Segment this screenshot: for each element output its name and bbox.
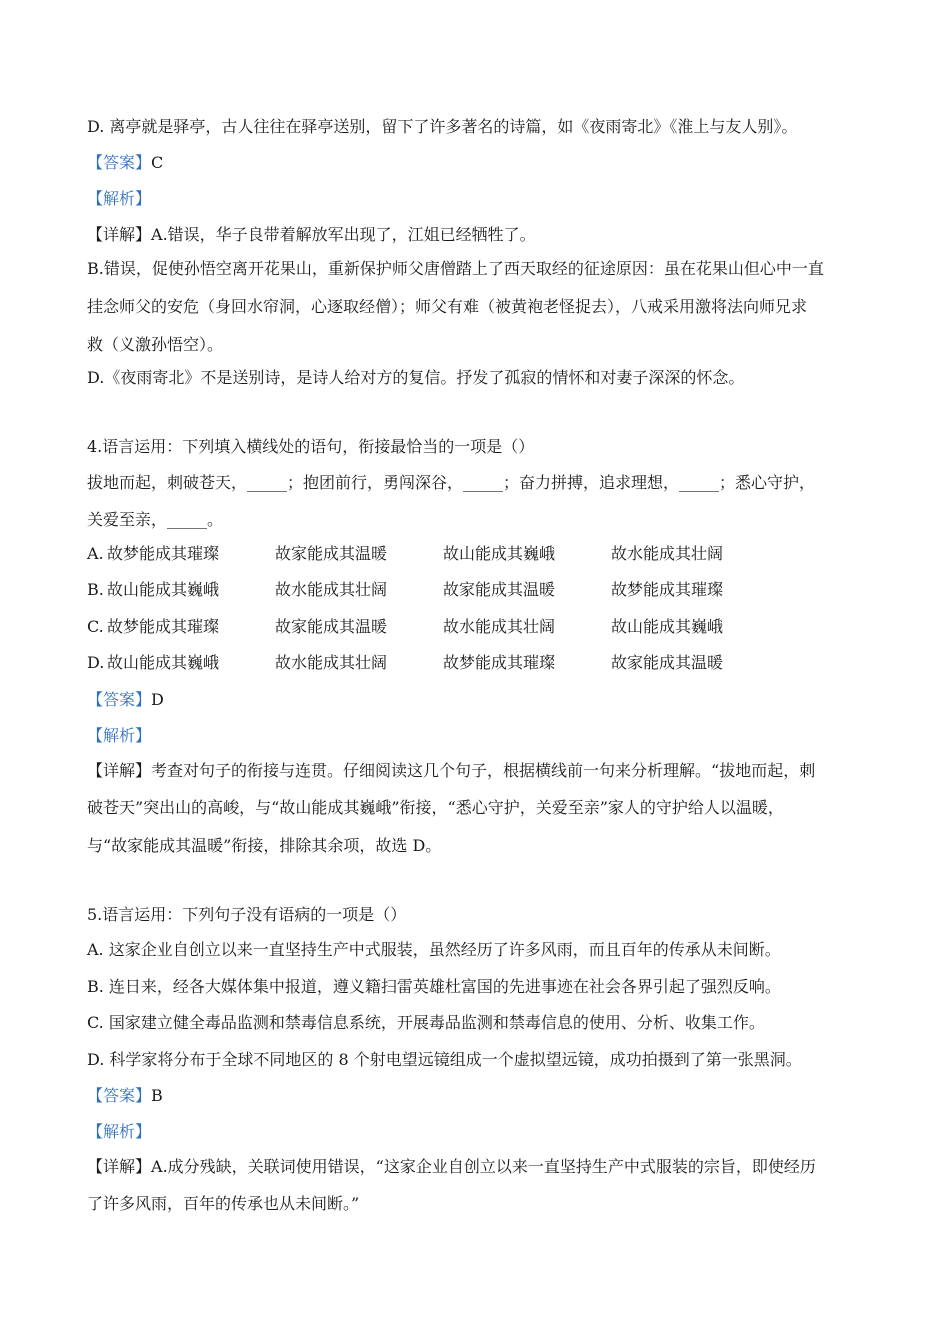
- q4-answer: [87, 689, 164, 711]
- q3-analysis-tag: 【解析】: [87, 189, 152, 208]
- answer-value: B: [151, 1086, 163, 1105]
- answer-tag: 【答案】: [87, 690, 152, 709]
- option-item: 故家能成其温暖: [443, 580, 556, 599]
- option-item: 故家能成其温暖: [611, 653, 724, 672]
- detail-text: 考查对句子的衔接与连贯。仔细阅读这几个句子，根据横线前一句来分析理解。“拔地而起，刺: [151, 761, 816, 780]
- option-item: 故水能成其壮阔: [275, 580, 388, 599]
- detail-tag: 【详解】: [87, 1157, 152, 1176]
- q3-detail-d: D.《夜雨寄北》不是送别诗，是诗人给对方的复信。抒发了孤寂的情怀和对妻子深深的怀念。: [87, 368, 745, 387]
- q5-answer: [87, 1085, 163, 1107]
- q4-title: 4.语言运用：下列填入横线处的语句，衔接最恰当的一项是（）: [87, 437, 535, 456]
- q4-detail-line3: 与“故家能成其温暖”衔接，排除其余项，故选 D。: [87, 836, 442, 855]
- option-item: 故家能成其温暖: [275, 544, 388, 563]
- q5-option-d: D. 科学家将分布于全球不同地区的 8 个射电望远镜组成一个虚拟望远镜，成功拍摄到了第一张黑洞。: [87, 1050, 802, 1069]
- option-label: B.: [87, 580, 104, 599]
- q5-option-a: A. 这家企业自创立以来一直坚持生产中式服装，虽然经历了许多风雨，而且百年的传承从未间断。: [87, 940, 781, 959]
- q4-text-line2: 关爱至亲，_____。: [87, 510, 224, 529]
- option-item: 故家能成其温暖: [275, 617, 388, 636]
- option-item: 故水能成其壮阔: [611, 544, 724, 563]
- q3-detail-b1: B.错误，促使孙悟空离开花果山，重新保护师父唐僧踏上了西天取经的征途原因：虽在花果山但心中一直: [87, 259, 824, 278]
- option-item: 故梦能成其璀璨: [611, 580, 724, 599]
- detail-tag: 【详解】: [87, 225, 152, 244]
- q5-option-b: B. 连日来，经各大媒体集中报道，遵义籍扫雷英雄杜富国的先进事迹在社会各界引起了强烈反响。: [87, 977, 781, 996]
- q3-detail-a: [87, 224, 536, 246]
- detail-text: A.成分残缺，关联词使用错误，“这家企业自创立以来一直坚持生产中式服装的宗旨，即使经历: [151, 1157, 816, 1176]
- q5-option-c: C. 国家建立健全毒品监测和禁毒信息系统，开展毒品监测和禁毒信息的使用、分析、收集工作。: [87, 1013, 765, 1032]
- option-item: 故水能成其壮阔: [275, 653, 388, 672]
- answer-value: D: [151, 690, 164, 709]
- option-item: 故梦能成其璀璨: [443, 653, 556, 672]
- answer-value: C: [151, 153, 164, 172]
- q3-detail-b2: 挂念师父的安危（身回水帘洞，心逐取经僧）；师父有难（被黄袍老怪捉去），八戒采用激将法向师兄求: [87, 297, 808, 316]
- option-item: 故梦能成其璀璨: [107, 544, 220, 563]
- detail-tag: 【详解】: [87, 761, 152, 780]
- q5-title: 5.语言运用：下列句子没有语病的一项是（）: [87, 905, 407, 924]
- answer-tag: 【答案】: [87, 1086, 152, 1105]
- option-label: C.: [87, 617, 104, 636]
- q4-detail-line1: [87, 760, 815, 782]
- option-item: 故山能成其巍峨: [107, 580, 220, 599]
- detail-text: A.错误，华子良带着解放军出现了，江姐已经牺牲了。: [151, 225, 536, 244]
- option-item: 故山能成其巍峨: [107, 653, 220, 672]
- prev-option-d: D. 离亭就是驿亭，古人往往在驿亭送别，留下了许多著名的诗篇，如《夜雨寄北》《淮上与友人别》。: [87, 117, 798, 136]
- option-item: 故山能成其巍峨: [611, 617, 724, 636]
- answer-tag: 【答案】: [87, 153, 152, 172]
- q5-detail-line1: [87, 1156, 816, 1178]
- option-label: D.: [87, 653, 105, 672]
- option-item: 故水能成其壮阔: [443, 617, 556, 636]
- q4-text-line1: 拔地而起，刺破苍天，_____；抱团前行，勇闯深谷，_____；奋力拼搏，追求理想，_____；悉心守护，: [87, 473, 816, 492]
- option-label: A.: [87, 544, 104, 563]
- q4-analysis-tag: 【解析】: [87, 726, 152, 745]
- q4-detail-line2: 破苍天”突出山的高峻，与“故山能成其巍峨”衔接，“悉心守护，关爱至亲”家人的守护给人以温暖，: [87, 798, 784, 817]
- q3-answer: [87, 152, 163, 174]
- q5-detail-line2: 了许多风雨，百年的传承也从未间断。”: [87, 1194, 360, 1213]
- option-item: 故山能成其巍峨: [443, 544, 556, 563]
- q3-detail-b3: 救（义激孙悟空）。: [87, 335, 224, 354]
- q5-analysis-tag: 【解析】: [87, 1122, 152, 1141]
- option-item: 故梦能成其璀璨: [107, 617, 220, 636]
